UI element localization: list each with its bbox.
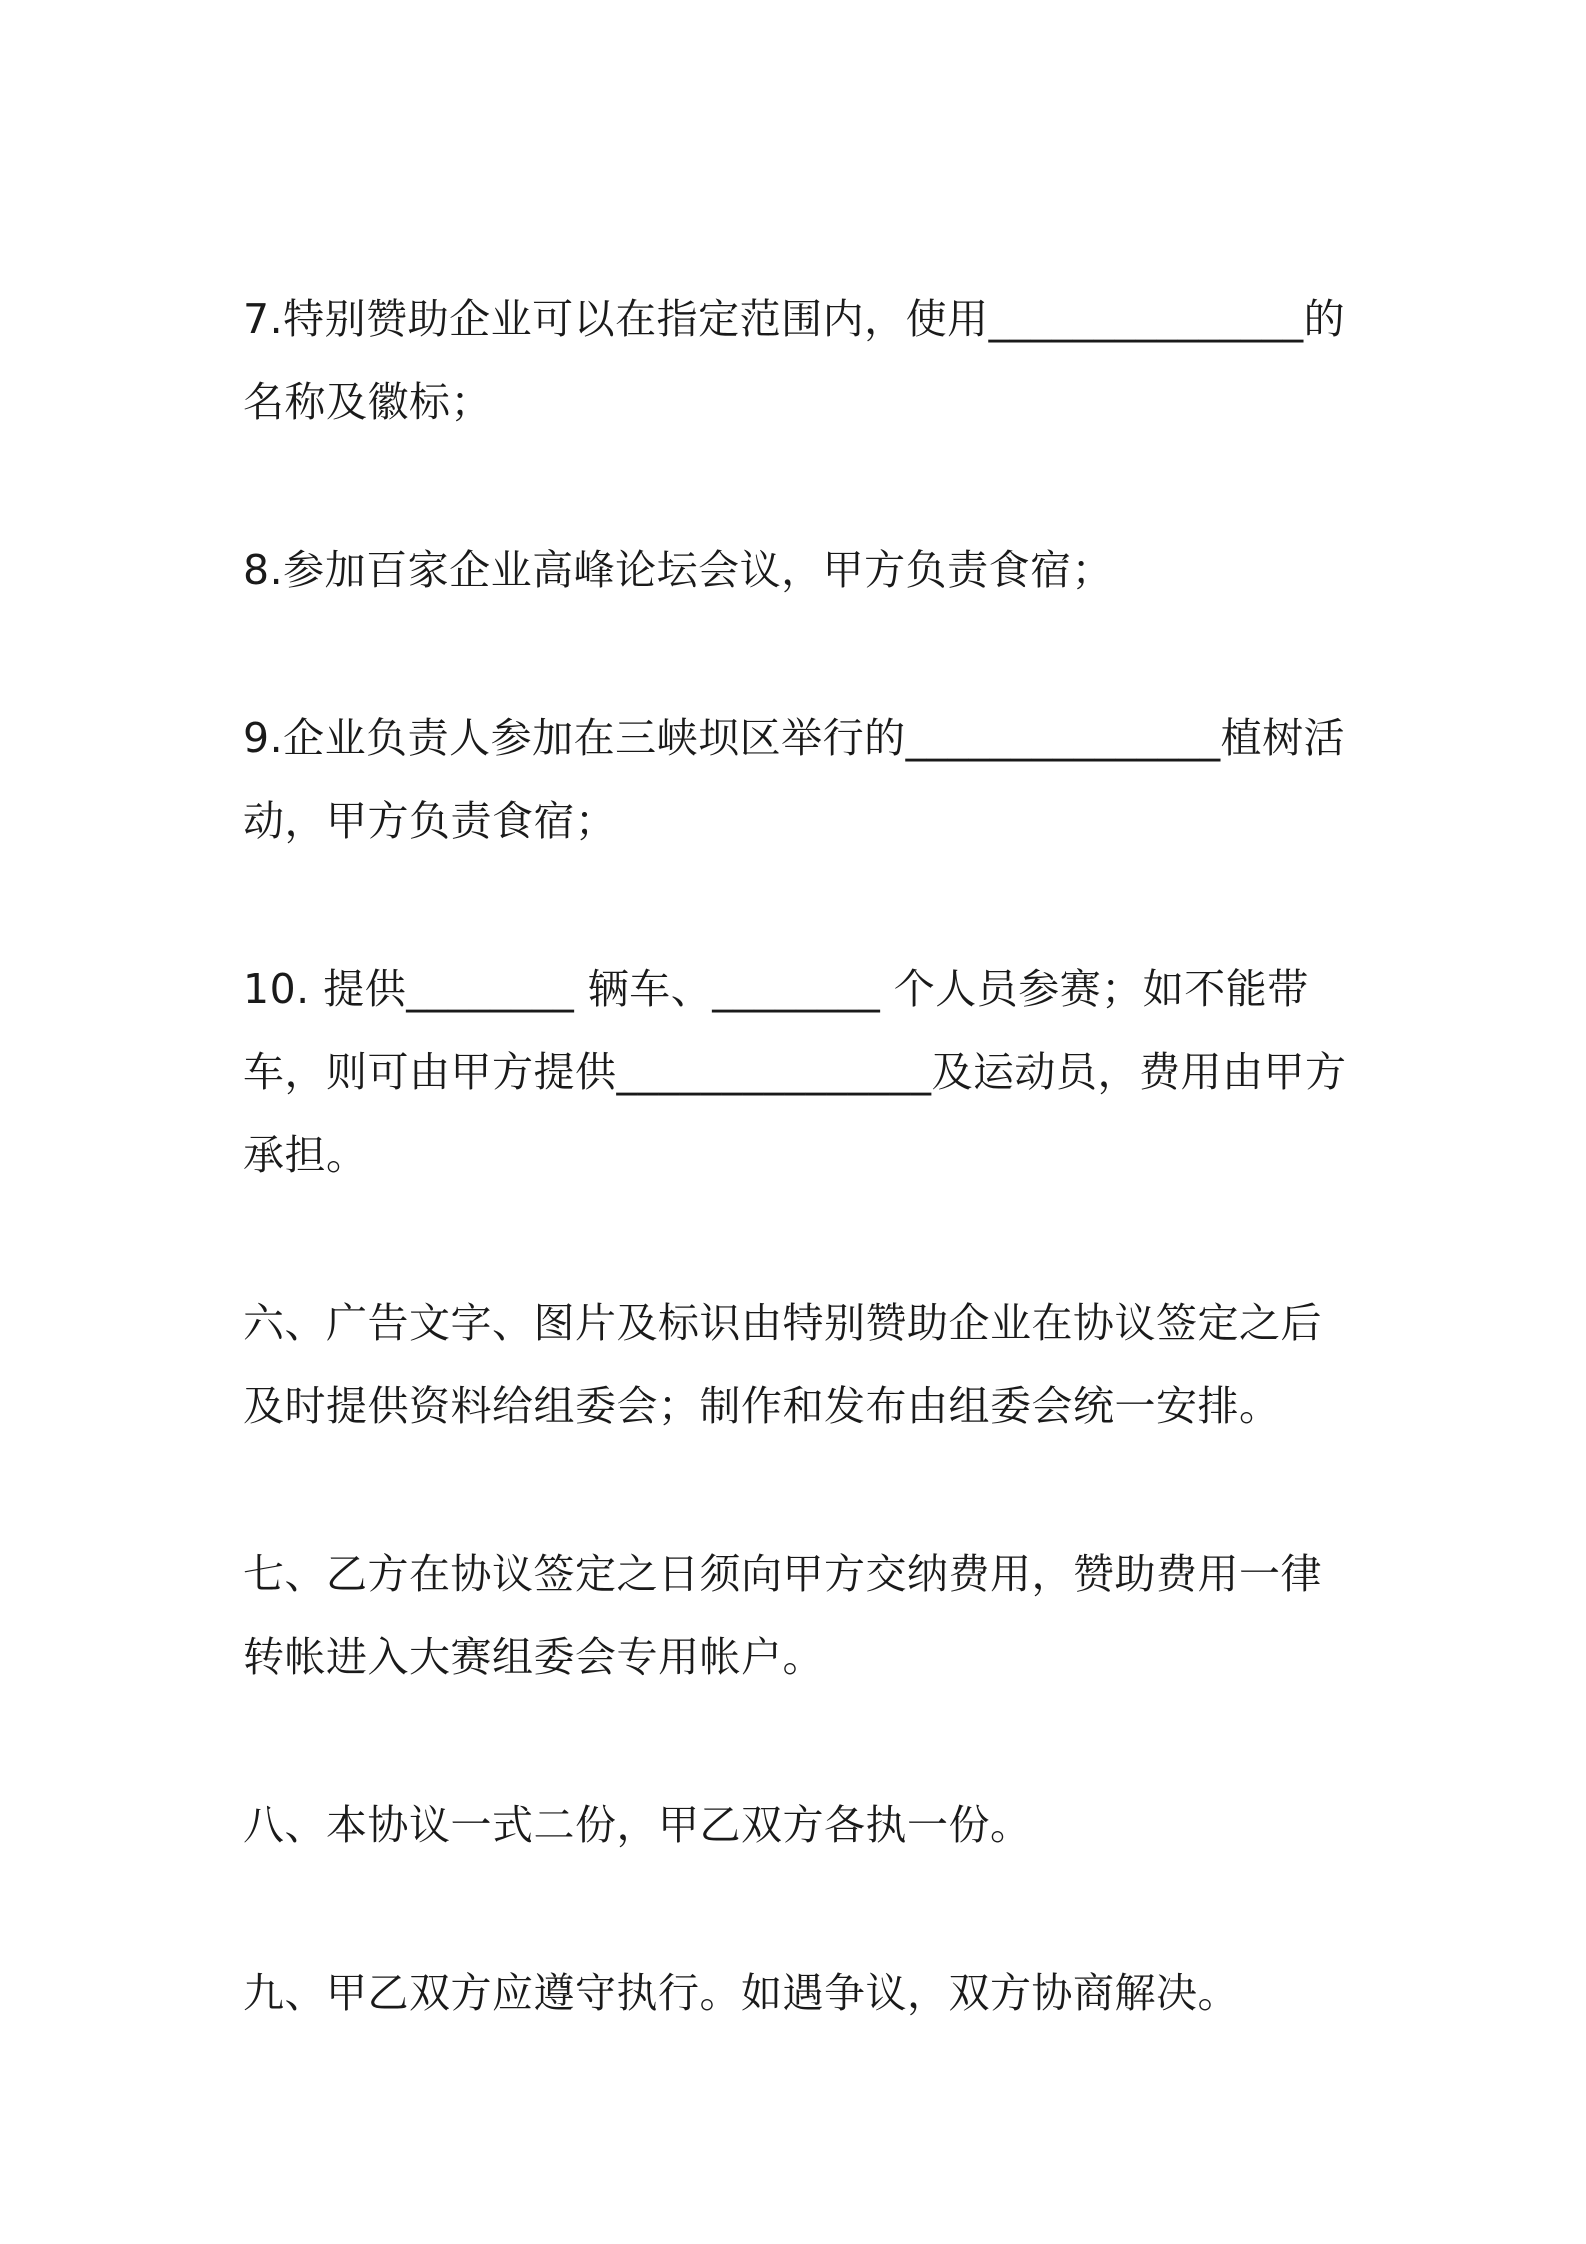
clause-9: 9.企业负责人参加在三峡坝区举行的_______________植树活动，甲方负责食宿； (243, 714, 1346, 845)
clause-7: 7.特别赞助企业可以在指定范围内，使用_______________的名称及徽标； (243, 295, 1346, 426)
clause-10: 10. 提供________ 辆车、________ 个人员参赛；如不能带车，则可由甲方提供_______________及运动员，费用由甲方承担。 (243, 965, 1347, 1179)
section-6: 六、广告文字、图片及标识由特别赞助企业在协议签定之后及时提供资料给组委会；制作和发布由组委会统一安排。 (243, 1299, 1322, 1430)
section-7: 七、乙方在协议签定之日须向甲方交纳费用，赞助费用一律转帐进入大赛组委会专用帐户。 (243, 1550, 1322, 1681)
section-9: 九、甲乙双方应遵守执行。如遇争议，双方协商解决。 (243, 1969, 1239, 2017)
document-body (243, 278, 1353, 2035)
section-8: 八、本协议一式二份，甲乙双方各执一份。 (243, 1801, 1032, 1849)
clause-8: 8.参加百家企业高峰论坛会议，甲方负责食宿； (243, 546, 1114, 594)
